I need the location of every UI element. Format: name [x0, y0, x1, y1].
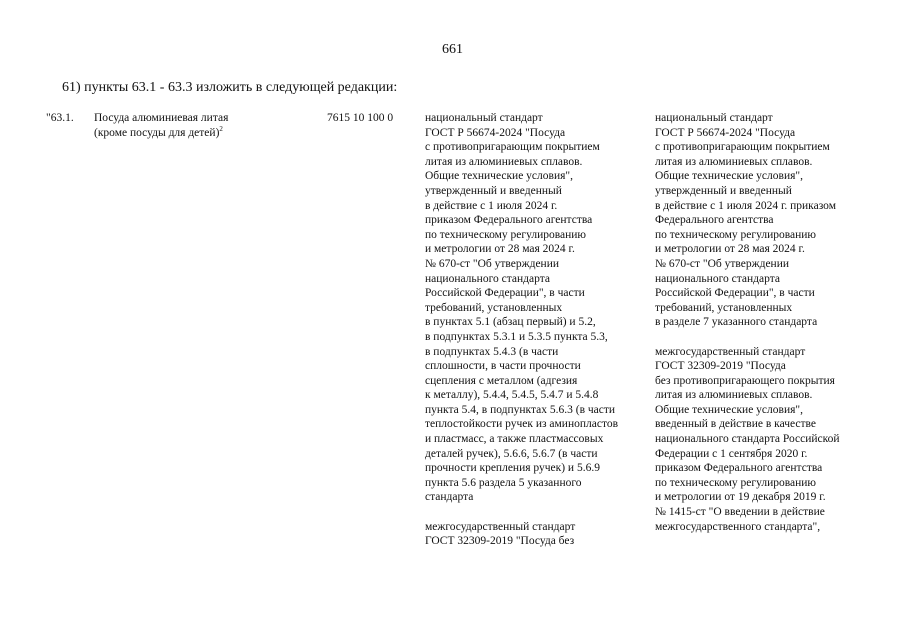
standard-block: национальный стандарт ГОСТ Р 56674-2024 "Посуда с противопригарающим покрытием литая из алюминиевых сплавов. Общие технические условия", утвержденный и введенный в действие с 1 июля 2024 г. приказом Федерального агентства по техническому регулированию и метрологии от 28 мая 2024 г. № 670-ст "Об утверждении национального стандарта Российской Федерации", в части требований, установленных в пунктах 5.1 (абзац первый) и 5.2, в подпунктах 5.3.1 и 5.3.5 пункта 5.3, в подпунктах 5.4.3 (в части сплошности, в части прочности сцепления с металлом (адгезия к металлу), 5.4.4, 5.4.5, 5.4.7 и 5.4.8 пункта 5.4, в подпунктах 5.6.3 (в части теплостойкости ручек из аминопластов и пластмасс, а также пластмассовых деталей ручек), 5.6.6, 5.6.7 (в части прочности крепления ручек) и 5.6.9 пункта 5.6 раздела 5 указанного стандарта — [425, 112, 619, 504]
product-code: 7615 10 100 0 — [327, 112, 394, 124]
amendment-heading: 61) пункты 63.1 - 63.3 изложить в следующей редакции: — [62, 80, 398, 95]
standard-block: межгосударственный стандарт ГОСТ 32309-2019 "Посуда без — [425, 520, 576, 548]
standard-block: национальный стандарт ГОСТ Р 56674-2024 "Посуда с противопригарающим покрытием литая из алюминиевых сплавов. Общие технические условия", утвержденный и введенный в действие с 1 июля 2024 г. приказом Федерального агентства по техническому регулированию и метрологии от 28 мая 2024 г. № 670-ст "Об утверждении национального стандарта Российской Федерации", в части требований, установленных в разделе 7 указанного стандарта — [655, 112, 836, 329]
product-name-text: Посуда алюминиевая литая (кроме посуды для детей) — [94, 112, 229, 139]
product-name — [94, 111, 228, 140]
footnote-marker: 2 — [219, 124, 223, 133]
item-number: "63.1. — [46, 112, 74, 124]
standards-column-right — [655, 111, 870, 534]
page-number: 661 — [442, 42, 463, 57]
standards-column-left — [425, 111, 640, 549]
standard-block: межгосударственный стандарт ГОСТ 32309-2019 "Посуда без противопригарающего покрытия литая из алюминиевых сплавов. Общие технические условия", введенный в действие в качестве национального стандарта Российской Федерации с 1 сентября 2020 г. приказом Федерального агентства по техническому регулированию и метрологии от 19 декабря 2019 г. № 1415-ст "О введении в действие межгосударственного стандарта", — [655, 345, 840, 533]
